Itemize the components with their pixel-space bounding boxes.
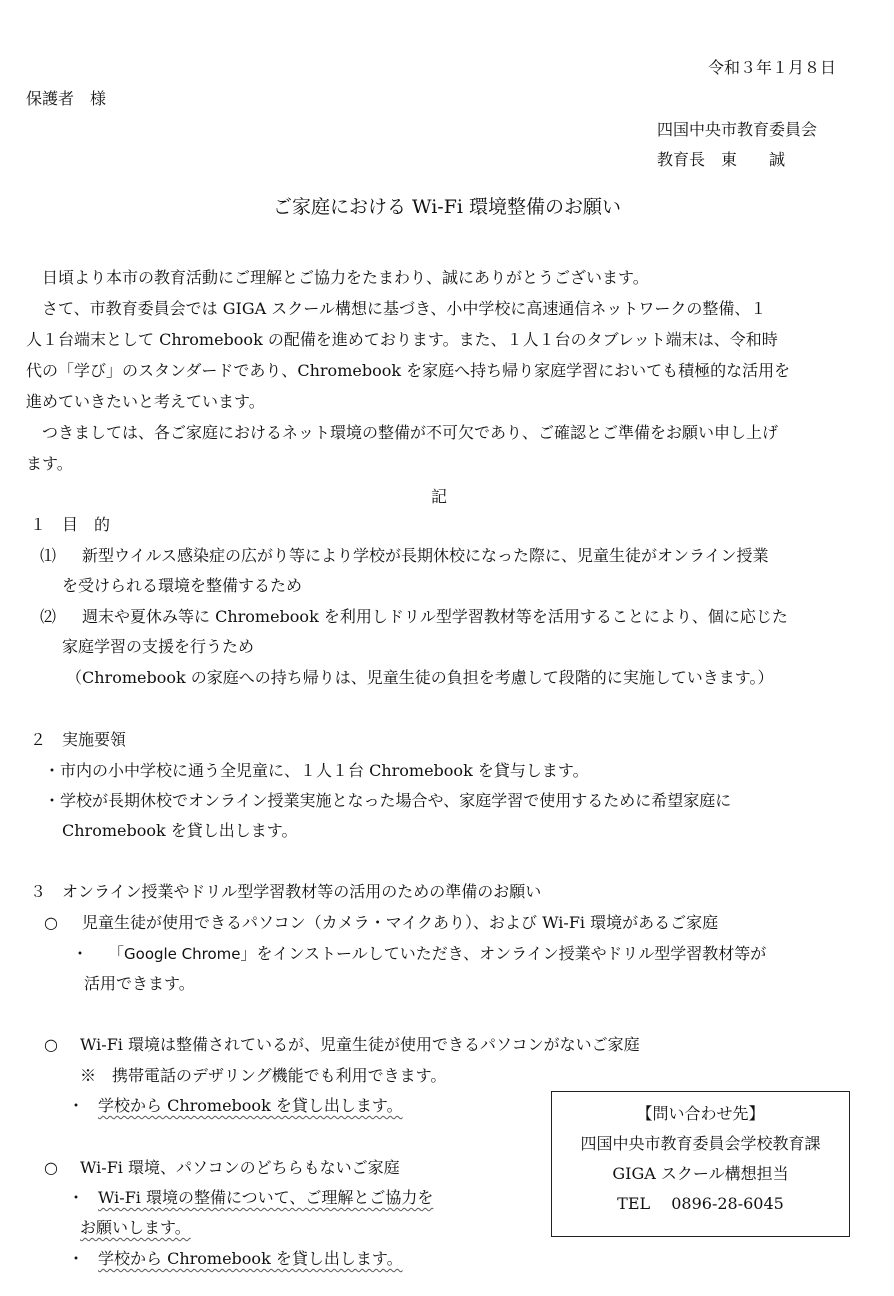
purpose-note: （Chromebook の家庭への持ち帰りは、児童生徒の負担を考慮して段階的に実施していきます。） (66, 668, 774, 687)
case-3-sub-2: 学校から Chromebook を貸し出します。 (98, 1249, 403, 1268)
intro-paragraph-2-line-1: さて、市教育委員会では GIGA スクール構想に基づき、小中学校に高速通信ネットワークの整備、１ (42, 299, 767, 318)
purpose-item-2-number: ⑵ (40, 607, 57, 626)
case-2-text: Wi-Fi 環境は整備されているが、児童生徒が使用できるパソコンがないご家庭 (80, 1035, 640, 1054)
section-2-heading: ２ 実施要領 (30, 730, 127, 749)
case-3-text: Wi-Fi 環境、パソコンのどちらもないご家庭 (80, 1158, 400, 1177)
implementation-bullet-1: ・市内の小中学校に通う全児童に、１人１台 Chromebook を貸与します。 (44, 761, 589, 780)
case-3-sub-2-wrap (98, 1249, 403, 1269)
addressee: 保護者 様 (26, 89, 107, 108)
case-3-sub-1-line-2: お願いします。 (80, 1218, 191, 1237)
section-3-heading: ３ オンライン授業やドリル型学習教材等の活用のための準備のお願い (30, 882, 542, 901)
case-3-bullet-1: ・ (68, 1188, 85, 1207)
intro-paragraph-3-line-2: ます。 (26, 454, 73, 473)
contact-team: GIGA スクール構想担当 (612, 1164, 789, 1183)
contact-heading: 【問い合わせ先】 (636, 1104, 765, 1123)
section-1-heading: １ 目 的 (30, 515, 111, 534)
page-title: ご家庭における Wi-Fi 環境整備のお願い (272, 196, 622, 218)
purpose-item-2-line-2: 家庭学習の支援を行うため (62, 637, 255, 656)
purpose-item-1-line-1: 新型ウイルス感染症の広がり等により学校が長期休校になった際に、児童生徒がオンライン授業 (82, 546, 769, 565)
ki-heading: 記 (431, 487, 448, 506)
case-3-mark: ○ (44, 1158, 58, 1177)
case-3-sub-1-line-1-wrap (98, 1188, 433, 1208)
case-1-sub-line-2: 活用できます。 (84, 974, 195, 993)
google-chrome-name: Google Chrome (124, 945, 241, 963)
sender-organization: 四国中央市教育委員会 (657, 120, 818, 139)
implementation-bullet-2-line-1: ・学校が長期休校でオンライン授業実施となった場合や、家庭学習で使用するために希望家庭に (44, 791, 732, 810)
case-1-sub-open-bracket: 「 (108, 944, 125, 963)
implementation-bullet-2-line-2: Chromebook を貸し出します。 (62, 821, 298, 840)
purpose-item-1-line-2: を受けられる環境を整備するため (62, 576, 303, 595)
intro-paragraph-2-line-3: 代の「学び」のスタンダードであり、Chromebook を家庭へ持ち帰り家庭学習においても積極的な活用を (26, 361, 791, 380)
case-1-bullet: ・ (72, 944, 89, 963)
contact-box (551, 1091, 850, 1237)
document-date: 令和３年１月８日 (707, 58, 836, 77)
case-2-mark: ○ (44, 1035, 58, 1054)
purpose-item-1-number: ⑴ (40, 546, 57, 565)
case-2-bullet: ・ (68, 1096, 85, 1115)
intro-paragraph-1: 日頃より本市の教育活動にご理解とご協力をたまわり、誠にありがとうございます。 (42, 268, 649, 287)
sender-name: 教育長 東 誠 (657, 150, 786, 169)
case-3-bullet-2: ・ (68, 1249, 85, 1268)
intro-paragraph-2-line-4: 進めていきたいと考えています。 (26, 392, 265, 411)
case-1-text: 児童生徒が使用できるパソコン（カメラ・マイクあり）、および Wi-Fi 環境があるご家庭 (82, 913, 719, 932)
case-1-mark: ○ (44, 913, 58, 932)
case-3-sub-1-line-1: Wi-Fi 環境の整備について、ご理解とご協力を (98, 1188, 434, 1207)
case-1-sub-rest: 」をインストールしていただき、オンライン授業やドリル型学習教材等が (240, 944, 767, 963)
intro-paragraph-2-line-2: 人１台端末として Chromebook の配備を進めております。また、１人１台のタブレット端末は、令和時 (26, 330, 778, 349)
contact-department: 四国中央市教育委員会学校教育課 (580, 1134, 821, 1153)
contact-tel: TEL 0896-28-6045 (617, 1194, 784, 1213)
purpose-item-2-line-1: 週末や夏休み等に Chromebook を利用しドリル型学習教材等を活用することにより、個に応じた (82, 607, 788, 626)
case-1-sub-line-1 (108, 944, 766, 964)
intro-paragraph-3-line-1: つきましては、各ご家庭におけるネット環境の整備が不可欠であり、ご確認とご準備をお願い申し上げ (42, 423, 779, 442)
case-2-sub-wrap (98, 1096, 403, 1116)
case-2-note: ※ 携帯電話のデザリング機能でも利用できます。 (80, 1066, 447, 1085)
case-3-sub-1-line-2-wrap (80, 1218, 191, 1238)
case-2-sub: 学校から Chromebook を貸し出します。 (98, 1096, 403, 1115)
